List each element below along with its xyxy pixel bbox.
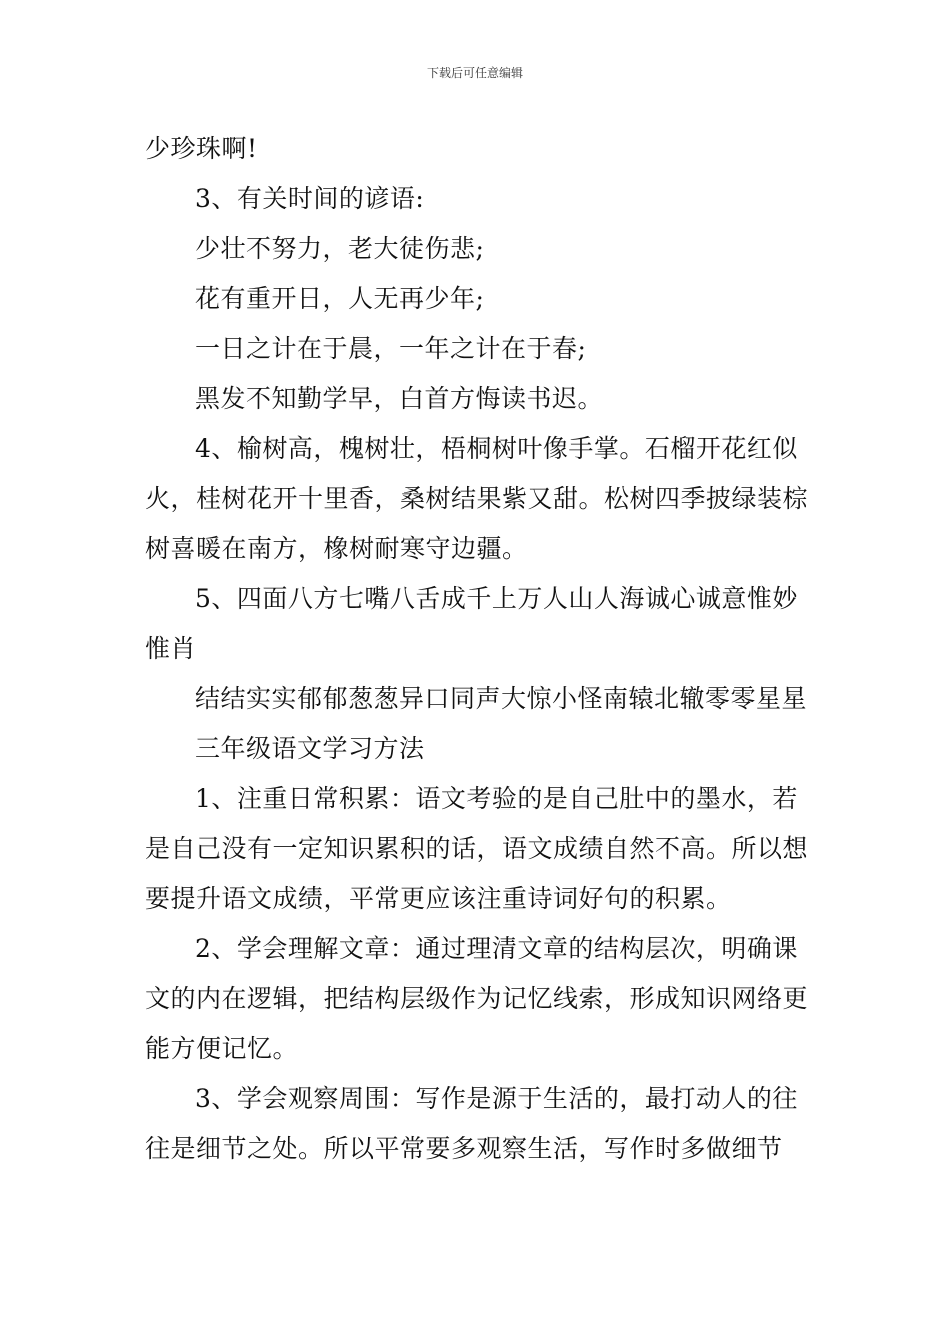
page-header: 下载后可任意编辑 <box>426 66 523 80</box>
paragraph: 少壮不努力，老大徒伤悲; <box>195 234 485 263</box>
paragraph: 结结实实郁郁葱葱异口同声大惊小怪南辕北辙零零星星 <box>195 684 808 713</box>
paragraph: 4、榆树高，槐树壮，梧桐树叶像手掌。石榴开花红似火，桂树花开十里香，桑树结果紫又甜。松树四季披绿装棕树喜暖在南方，橡树耐寒守边疆。 <box>145 434 809 563</box>
paragraph: 3、学会观察周围：写作是源于生活的，最打动人的往往是细节之处。所以平常要多观察生活，写作时多做细节 <box>145 1084 798 1163</box>
paragraph: 1、注重日常积累：语文考验的是自己肚中的墨水，若是自己没有一定知识累积的话，语文成绩自然不高。所以想要提升语文成绩，平常更应该注重诗词好句的积累。 <box>145 784 809 913</box>
paragraph: 一日之计在于晨，一年之计在于春; <box>195 334 587 363</box>
section-heading: 三年级语文学习方法 <box>195 734 425 763</box>
paragraph: 黑发不知勤学早，白首方悔读书迟。 <box>195 384 604 413</box>
paragraph: 花有重开日，人无再少年; <box>195 284 485 313</box>
paragraph: 3、有关时间的谚语: <box>195 184 425 213</box>
paragraph: 2、学会理解文章：通过理清文章的结构层次，明确课文的内在逻辑，把结构层级作为记忆线索，形成知识网络更能方便记忆。 <box>145 934 809 1063</box>
paragraph: 少珍珠啊! <box>145 134 258 163</box>
document-body <box>145 124 810 1174</box>
paragraph: 5、四面八方七嘴八舌成千上万人山人海诚心诚意惟妙惟肖 <box>145 584 798 663</box>
